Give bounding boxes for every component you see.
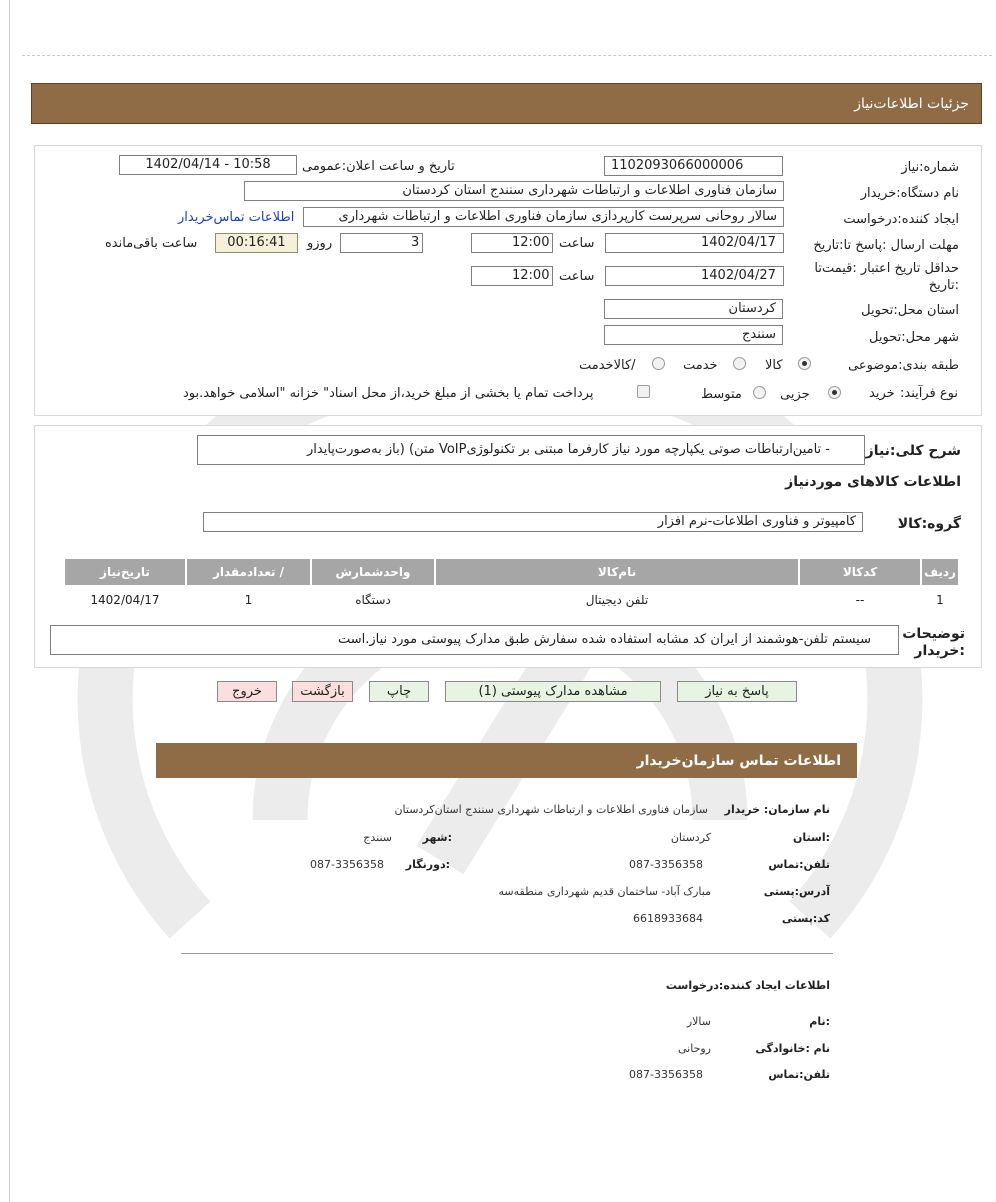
announce-label: تاریخ و ساعت اعلان:عمومی xyxy=(302,159,455,174)
contact-city-label: :شهر xyxy=(422,831,452,844)
goods-group-field: کامپیوتر و فناوری اطلاعات-نرم افزار xyxy=(203,512,863,532)
creator-phone-label: تلفن:تماس xyxy=(768,1068,830,1081)
province-label: استان محل:تحویل xyxy=(861,303,959,318)
top-separator xyxy=(22,55,992,56)
contact-fax-label: :دورنگار xyxy=(405,858,450,871)
watermark-logo xyxy=(40,300,960,1120)
category-label: طبقه بندی:موضوعی xyxy=(848,358,959,373)
cell-row: 1 xyxy=(936,593,944,607)
days-label: روزو xyxy=(307,236,333,251)
goods-info-title: اطلاعات کالاهای موردنیاز xyxy=(785,474,961,490)
category-service-label: خدمت xyxy=(683,358,718,373)
process-minor-label: جزیی xyxy=(780,387,810,402)
announce-date-field: 1402/04/14 - 10:58 xyxy=(119,155,297,175)
category-goods-service-label: /کالاخدمت xyxy=(579,358,636,373)
category-service-radio[interactable] xyxy=(733,357,746,370)
deadline-time-field: 12:00 xyxy=(471,233,553,253)
creator-first-name-value: سالار xyxy=(686,1015,711,1028)
contact-org-value: سازمان فناوری اطلاعات و ارتباطات شهرداری سنندج استان‌کردستان xyxy=(394,803,708,816)
contact-title: اطلاعات تماس سازمان‌خریدار xyxy=(636,753,841,769)
contact-postal-value: 6618933684 xyxy=(633,912,703,925)
contact-divider xyxy=(181,953,833,954)
treasury-payment-note: پرداخت تمام یا بخشی از مبلغ خرید،از محل اسناد" خزانه "اسلامی خواهد.بود xyxy=(183,386,594,401)
process-minor-radio[interactable] xyxy=(828,386,841,399)
category-goods-label: کالا xyxy=(765,358,783,373)
buyer-org-field: سازمان فناوری اطلاعات و ارتباطات شهرداری سنندج استان کردستان xyxy=(244,181,784,201)
reply-button[interactable]: پاسخ به نیاز xyxy=(677,681,797,702)
contact-fax-value: 087-3356358 xyxy=(310,858,384,871)
deadline-label: مهلت ارسال :پاسخ تا:تاریخ xyxy=(813,238,959,253)
page-left-border xyxy=(9,0,10,1202)
creator-last-name-value: روحانی xyxy=(677,1042,711,1055)
contact-address-value: مبارک آباد- ساختمان قدیم شهرداری منطقه‌سه xyxy=(498,885,711,898)
process-label: نوع فرآیند: xyxy=(900,386,958,401)
remaining-timer: 00:16:41 xyxy=(215,233,298,253)
contact-phone-value: 087-3356358 xyxy=(629,858,703,871)
goods-group-label: گروه:کالا xyxy=(897,516,961,532)
category-goods-service-radio[interactable] xyxy=(652,357,665,370)
process-buy-label: خرید xyxy=(869,386,895,401)
category-goods-radio[interactable] xyxy=(798,357,811,370)
city-field: سنندج xyxy=(604,325,783,345)
buyer-notes-label-1: توضیحات xyxy=(902,626,965,642)
contact-postal-label: کد:پستی xyxy=(781,912,830,925)
creator-last-name-label: نام :خانوادگی xyxy=(755,1042,830,1055)
process-medium-label: متوسط xyxy=(701,387,742,402)
summary-label: شرح کلی:نیاز xyxy=(865,443,961,459)
contact-province-label: :استان xyxy=(793,831,830,844)
need-number-field: 1102093066000006 xyxy=(604,156,783,176)
contact-title-bar xyxy=(156,743,857,778)
goods-table xyxy=(63,557,960,615)
back-button[interactable]: بازگشت xyxy=(292,681,353,702)
validity-label-2: :تاریخ xyxy=(928,278,959,293)
col-row: ردیف xyxy=(922,559,958,585)
buyer-notes-label-2: :خریدار xyxy=(914,643,965,659)
contact-org-label: نام سازمان: خریدار xyxy=(724,803,830,816)
contact-province-value: کردستان xyxy=(670,831,711,844)
summary-field: - تامین‌ارتباطات صوتی یکپارچه مورد نیاز کارفرما مبتنی بر تکنولوژیVoIP متن) (باز به‌صورت‌پایدار xyxy=(197,435,865,465)
creator-field: سالار روحانی سرپرست کارپردازی سازمان فناوری اطلاعات و ارتباطات شهرداری xyxy=(303,207,784,227)
buyer-contact-link[interactable]: اطلاعات تماس‌خریدار xyxy=(178,210,295,225)
deadline-date-field: 1402/04/17 xyxy=(605,233,784,253)
col-code: کدکالا xyxy=(800,559,920,585)
validity-label-1: حداقل تاریخ اعتبار :قیمت‌تا xyxy=(814,261,959,276)
col-qty: / تعدادمقدار xyxy=(187,559,310,585)
details-title-bar xyxy=(31,83,982,124)
contact-address-label: آدرس:پستی xyxy=(763,885,830,898)
cell-date: 1402/04/17 xyxy=(90,593,160,607)
col-unit: واحدشمارش xyxy=(312,559,434,585)
creator-label: ایجاد کننده:درخواست xyxy=(843,212,959,227)
print-button[interactable]: چاپ xyxy=(369,681,429,702)
cell-code: -- xyxy=(855,593,865,607)
city-label: شهر محل:تحویل xyxy=(869,330,959,345)
buyer-notes-field: سیستم تلفن-هوشمند از ایران کد مشابه استفاده شده سفارش طبق مدارک پیوستی مورد نیاز.است xyxy=(50,625,899,655)
treasury-payment-checkbox[interactable] xyxy=(637,385,650,398)
table-row xyxy=(65,587,958,613)
validity-time-field: 12:00 xyxy=(471,266,553,286)
buyer-org-label: نام دستگاه:خریدار xyxy=(860,186,959,201)
need-number-label: شماره:نیاز xyxy=(901,160,959,175)
exit-button[interactable]: خروج xyxy=(217,681,277,702)
validity-date-field: 1402/04/27 xyxy=(605,266,784,286)
deadline-time-label: ساعت xyxy=(559,236,595,251)
validity-time-label: ساعت xyxy=(559,269,595,284)
province-field: کردستان xyxy=(604,299,783,319)
col-name: نام‌کالا xyxy=(436,559,798,585)
process-medium-radio[interactable] xyxy=(753,386,766,399)
days-field: 3 xyxy=(340,233,423,253)
creator-phone-value: 087-3356358 xyxy=(629,1068,703,1081)
contact-phone-label: تلفن:تماس xyxy=(768,858,830,871)
cell-qty: 1 xyxy=(244,593,253,607)
contact-city-value: سنندج xyxy=(363,831,392,844)
creator-first-name-label: :نام xyxy=(809,1015,830,1028)
col-date: تاریخ‌نیاز xyxy=(65,559,185,585)
creator-info-title: اطلاعات ایجاد کننده:درخواست xyxy=(665,979,830,992)
cell-name: تلفن دیجیتال xyxy=(585,593,649,607)
cell-unit: دستگاه xyxy=(355,593,391,607)
details-title: جزئیات اطلاعات‌نیاز xyxy=(854,96,969,112)
attachments-button[interactable]: مشاهده مدارک پیوستی (1) xyxy=(445,681,661,702)
remaining-label: ساعت باقی‌مانده xyxy=(105,236,198,251)
